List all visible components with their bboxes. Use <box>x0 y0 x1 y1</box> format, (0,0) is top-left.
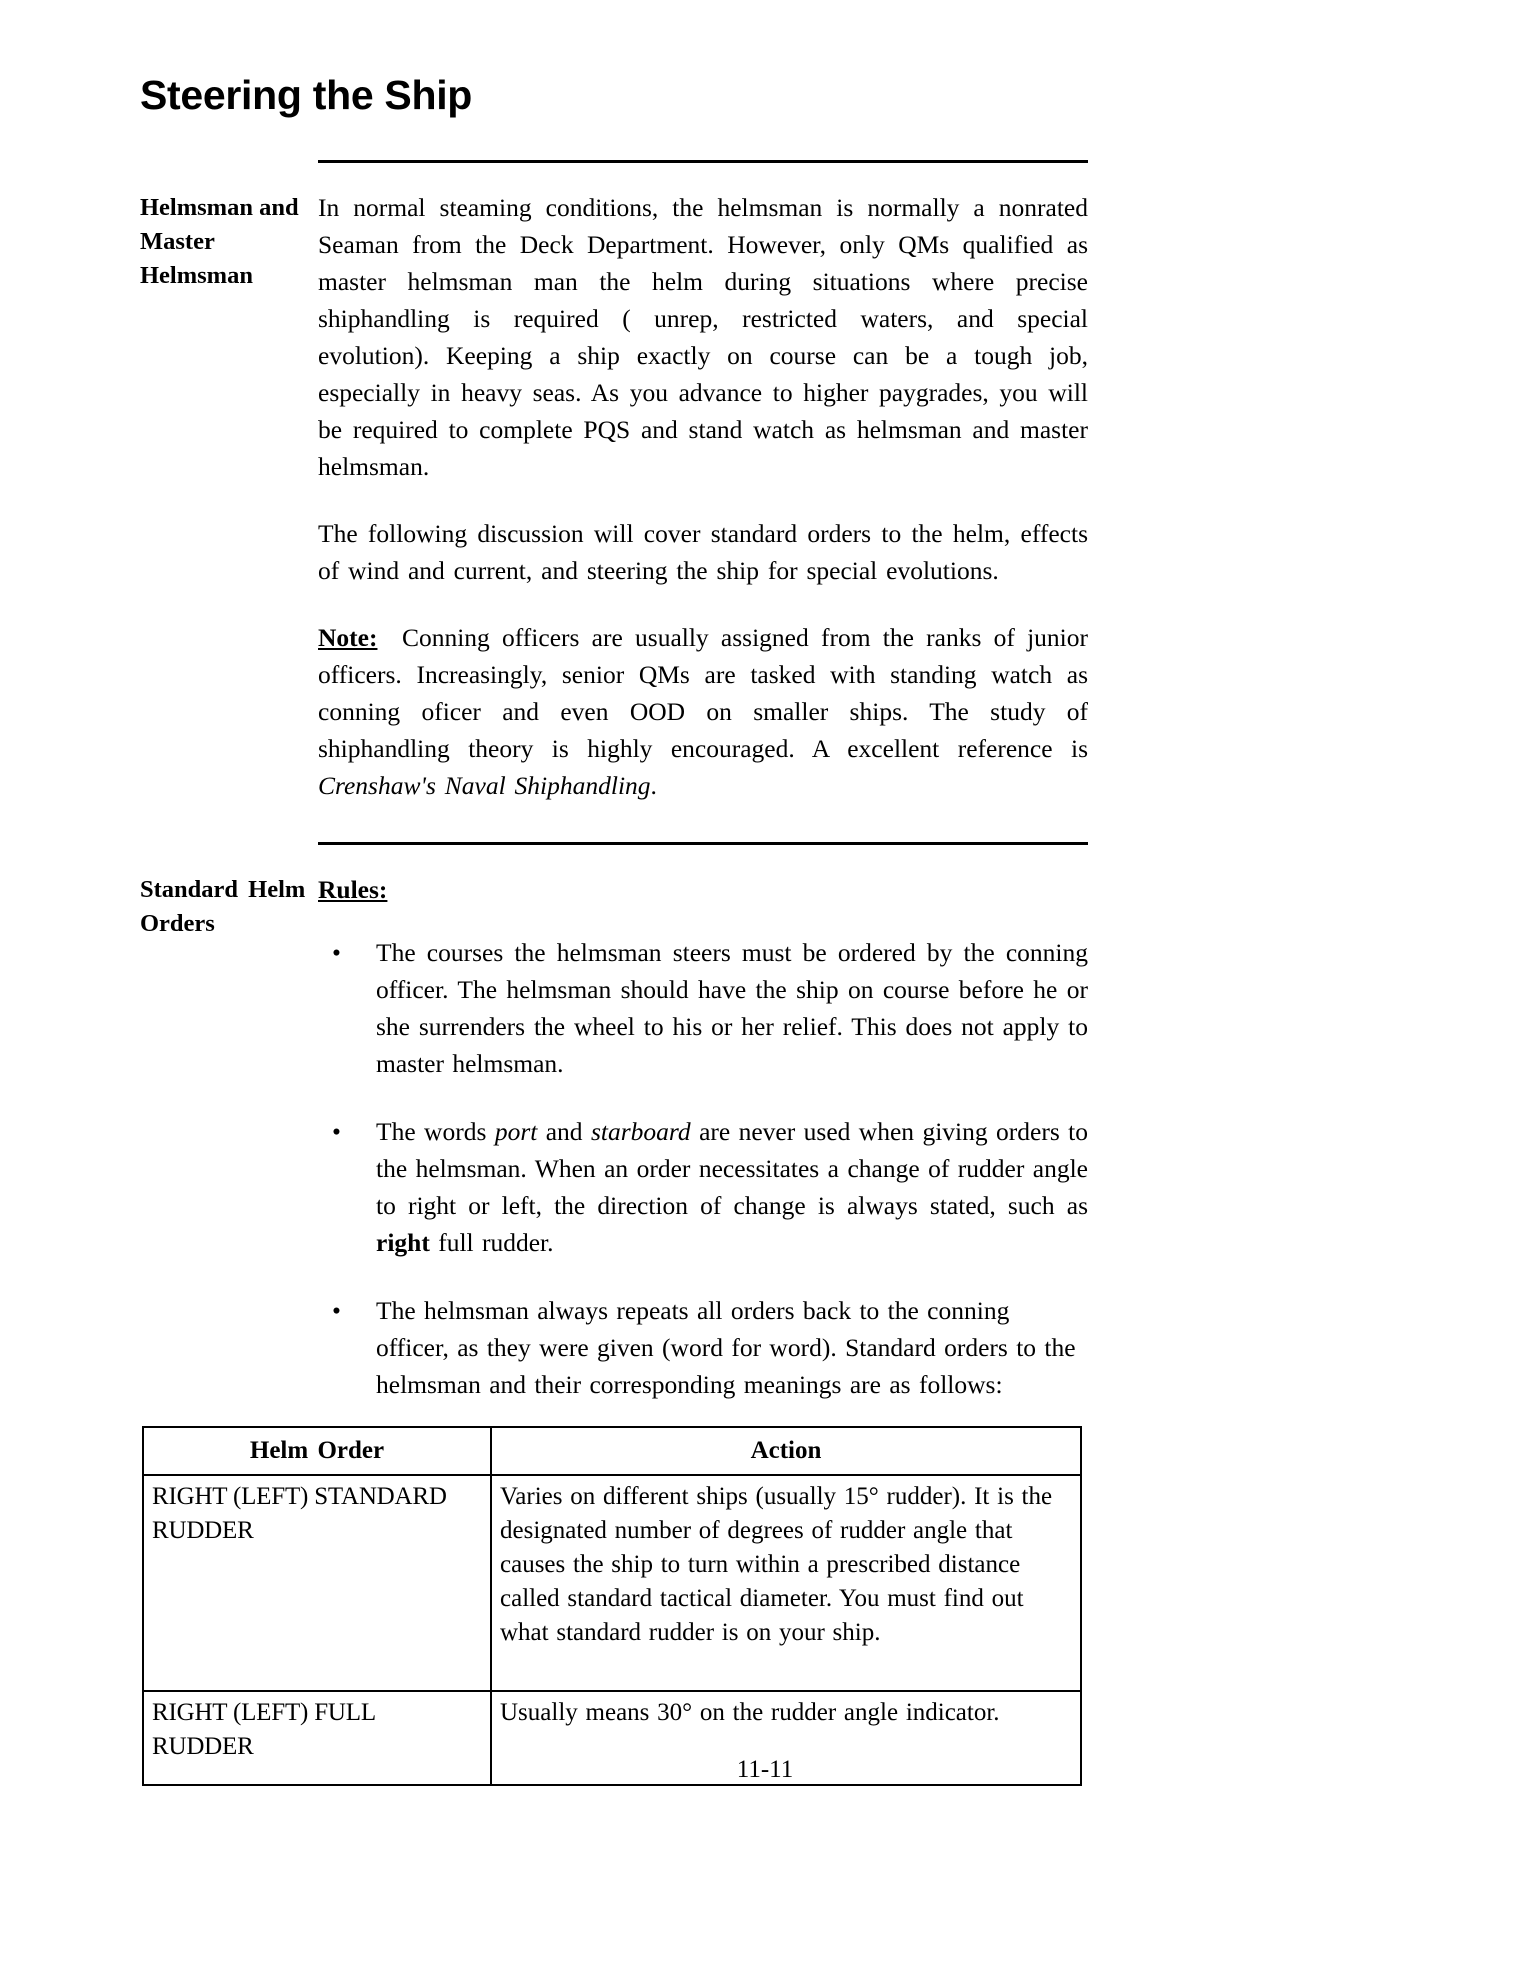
section-body-helmsman <box>318 189 1088 804</box>
helm-orders-table <box>142 1426 1082 1786</box>
paragraph: The following discussion will cover standard orders to the helm, effects of wind and current, and steering the ship for special evolutions. <box>318 519 1088 585</box>
table-row <box>143 1475 1081 1691</box>
note-text-tail: . <box>650 771 657 800</box>
note-paragraph <box>318 619 1088 804</box>
spacer <box>140 845 1088 871</box>
term-starboard: starboard <box>590 1117 691 1146</box>
page-title: Steering the Ship <box>140 72 473 118</box>
table-header-row <box>143 1427 1081 1475</box>
table-header-helm-order: Helm Order <box>143 1427 491 1475</box>
section-standard-helm-orders <box>140 871 1088 1403</box>
page-number: 11-11 <box>736 1756 794 1783</box>
rules-heading: Rules: <box>318 875 388 904</box>
section-label-helmsman <box>140 189 318 293</box>
table-cell-order: RIGHT (LEFT) STANDARD RUDDER <box>143 1475 491 1691</box>
term-right: right <box>376 1228 430 1257</box>
paragraph: In normal steaming conditions, the helmsman is normally a nonrated Seaman from the Deck Department. However, only QMs qualified as master helmsman man the helm during situations where precise shiphandling is required ( unrep, restricted waters, and special evolution). Keeping a ship exactly on course can be a tough job, especially in heavy seas. As you advance to higher paygrades, you will be required to complete PQS and stand watch as helmsman and master helmsman. <box>318 193 1088 481</box>
section-helmsman <box>140 189 1088 804</box>
list-item <box>318 1292 1088 1403</box>
section-label-standard-helm-orders <box>140 871 318 941</box>
list-item-text: The words <box>376 1117 495 1146</box>
bullet-icon: • <box>332 938 341 967</box>
table-cell-order: RIGHT (LEFT) FULL RUDDER <box>143 1691 491 1785</box>
spacer <box>140 804 1088 842</box>
list-item-text: full rudder. <box>429 1228 554 1257</box>
list-item-text: The helmsman always repeats all orders back to the conning officer, as they were given (word for word). Standard orders to the helmsman and their corresponding meanings are as follows: <box>376 1296 1076 1399</box>
section-label-line: Helmsman and <box>140 194 299 221</box>
section-label-line: Orders <box>140 910 215 937</box>
table-cell-action: Usually means 30° on the rudder angle indicator. <box>491 1691 1081 1785</box>
document-content <box>140 160 1088 1403</box>
note-label: Note: <box>318 623 378 652</box>
bullet-icon: • <box>332 1296 341 1325</box>
bullet-icon: • <box>332 1117 341 1146</box>
term-port: port <box>494 1117 538 1146</box>
section-label-line: Master <box>140 228 215 255</box>
spacer <box>140 163 1088 189</box>
list-item-text: are never used when giving orders to the helmsman. When an order necessitates a change of rudder angle to right or left, the direction of change is always stated, such as <box>376 1117 1088 1220</box>
section-label-line: Helmsman <box>140 262 253 289</box>
list-item <box>318 934 1088 1082</box>
table-cell-action: Varies on different ships (usually 15° rudder). It is the designated number of degrees of rudder angle that causes the ship to turn within a prescribed distance called standard tactical diameter. You must find out what standard rudder is on your ship. <box>491 1475 1081 1691</box>
rules-bullet-list <box>318 934 1088 1403</box>
list-item <box>318 1113 1088 1261</box>
list-item-text: and <box>537 1117 591 1146</box>
section-label-line: Standard Helm <box>140 876 306 903</box>
note-reference-title: Crenshaw's Naval Shiphandling <box>318 771 651 800</box>
table-header-action: Action <box>491 1427 1081 1475</box>
note-text: Conning officers are usually assigned from the ranks of junior officers. Increasingly, senior QMs are tasked with standing watch as conning oficer and even OOD on smaller ships. The study of shiphandling theory is highly encouraged. A excellent reference is <box>318 623 1089 763</box>
list-item-text: The courses the helmsman steers must be ordered by the conning officer. The helmsman should have the ship on course before he or she surrenders the wheel to his or her relief. This does not apply to master helmsman. <box>376 938 1088 1078</box>
section-body-standard-helm-orders <box>318 871 1088 1403</box>
